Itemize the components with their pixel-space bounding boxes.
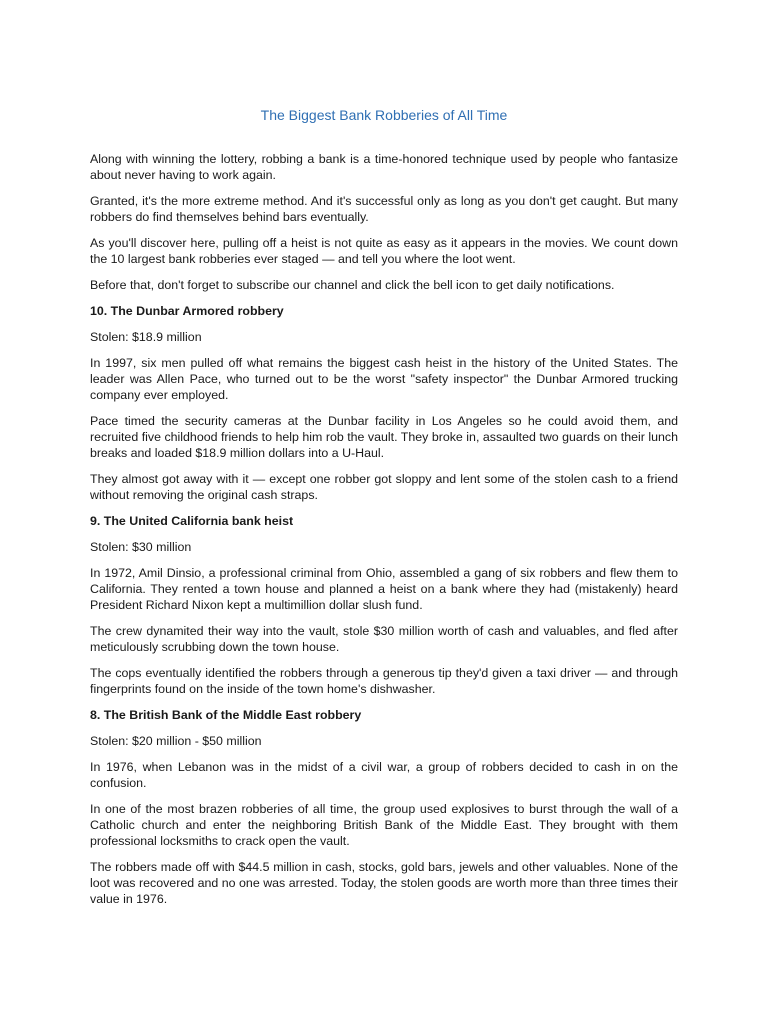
intro-paragraph: As you'll discover here, pulling off a heist is not quite as easy as it appears in the movies. We count down the 10 largest bank robberies ever staged — and tell you where the loot went. <box>90 236 678 266</box>
section-paragraph: The cops eventually identified the robbers through a generous tip they'd given a taxi driver — and through fingerprints found on the inside of the town home's dishwasher. <box>90 666 678 696</box>
section-paragraph: In 1972, Amil Dinsio, a professional criminal from Ohio, assembled a gang of six robbers and flew them to California. They rented a town house and planned a heist on a bank where they had (mistakenly) heard President Richard Nixon kept a multimillion dollar slush fund. <box>90 566 678 612</box>
section-heading: 9. The United California bank heist <box>90 514 294 528</box>
article-body <box>90 151 678 917</box>
section-heading: 10. The Dunbar Armored robbery <box>90 304 284 318</box>
section-paragraph: In one of the most brazen robberies of all time, the group used explosives to burst through the wall of a Catholic church and enter the neighboring British Bank of the Middle East. They brought with them professional locksmiths to crack open the vault. <box>90 802 678 848</box>
stolen-amount: Stolen: $20 million - $50 million <box>90 734 262 748</box>
intro-paragraph: Granted, it's the more extreme method. And it's successful only as long as you don't get caught. But many robbers do find themselves behind bars eventually. <box>90 194 678 224</box>
stolen-amount: Stolen: $18.9 million <box>90 330 202 344</box>
section-paragraph: In 1997, six men pulled off what remains the biggest cash heist in the history of the United States. The leader was Allen Pace, who turned out to be the worst "safety inspector" the Dunbar Armored trucking company ever employed. <box>90 356 678 402</box>
page-title: The Biggest Bank Robberies of All Time <box>260 107 508 123</box>
section-paragraph: The robbers made off with $44.5 million in cash, stocks, gold bars, jewels and other valuables. None of the loot was recovered and no one was arrested. Today, the stolen goods are worth more than three times their value in 1976. <box>90 860 678 906</box>
section-heading: 8. The British Bank of the Middle East robbery <box>90 708 362 722</box>
section-paragraph: The crew dynamited their way into the vault, stole $30 million worth of cash and valuables, and fled after meticulously scrubbing down the town house. <box>90 624 678 654</box>
section-paragraph: Pace timed the security cameras at the Dunbar facility in Los Angeles so he could avoid them, and recruited five childhood friends to help him rob the vault. They broke in, assaulted two guards on their lunch breaks and loaded $18.9 million dollars into a U-Haul. <box>90 414 678 460</box>
intro-paragraph: Along with winning the lottery, robbing a bank is a time-honored technique used by people who fantasize about never having to work again. <box>90 152 678 182</box>
section-paragraph: They almost got away with it — except one robber got sloppy and lent some of the stolen cash to a friend without removing the original cash straps. <box>90 472 678 502</box>
stolen-amount: Stolen: $30 million <box>90 540 192 554</box>
subscribe-note: Before that, don't forget to subscribe our channel and click the bell icon to get daily notifications. <box>90 278 615 292</box>
section-paragraph: In 1976, when Lebanon was in the midst of a civil war, a group of robbers decided to cash in on the confusion. <box>90 760 678 790</box>
